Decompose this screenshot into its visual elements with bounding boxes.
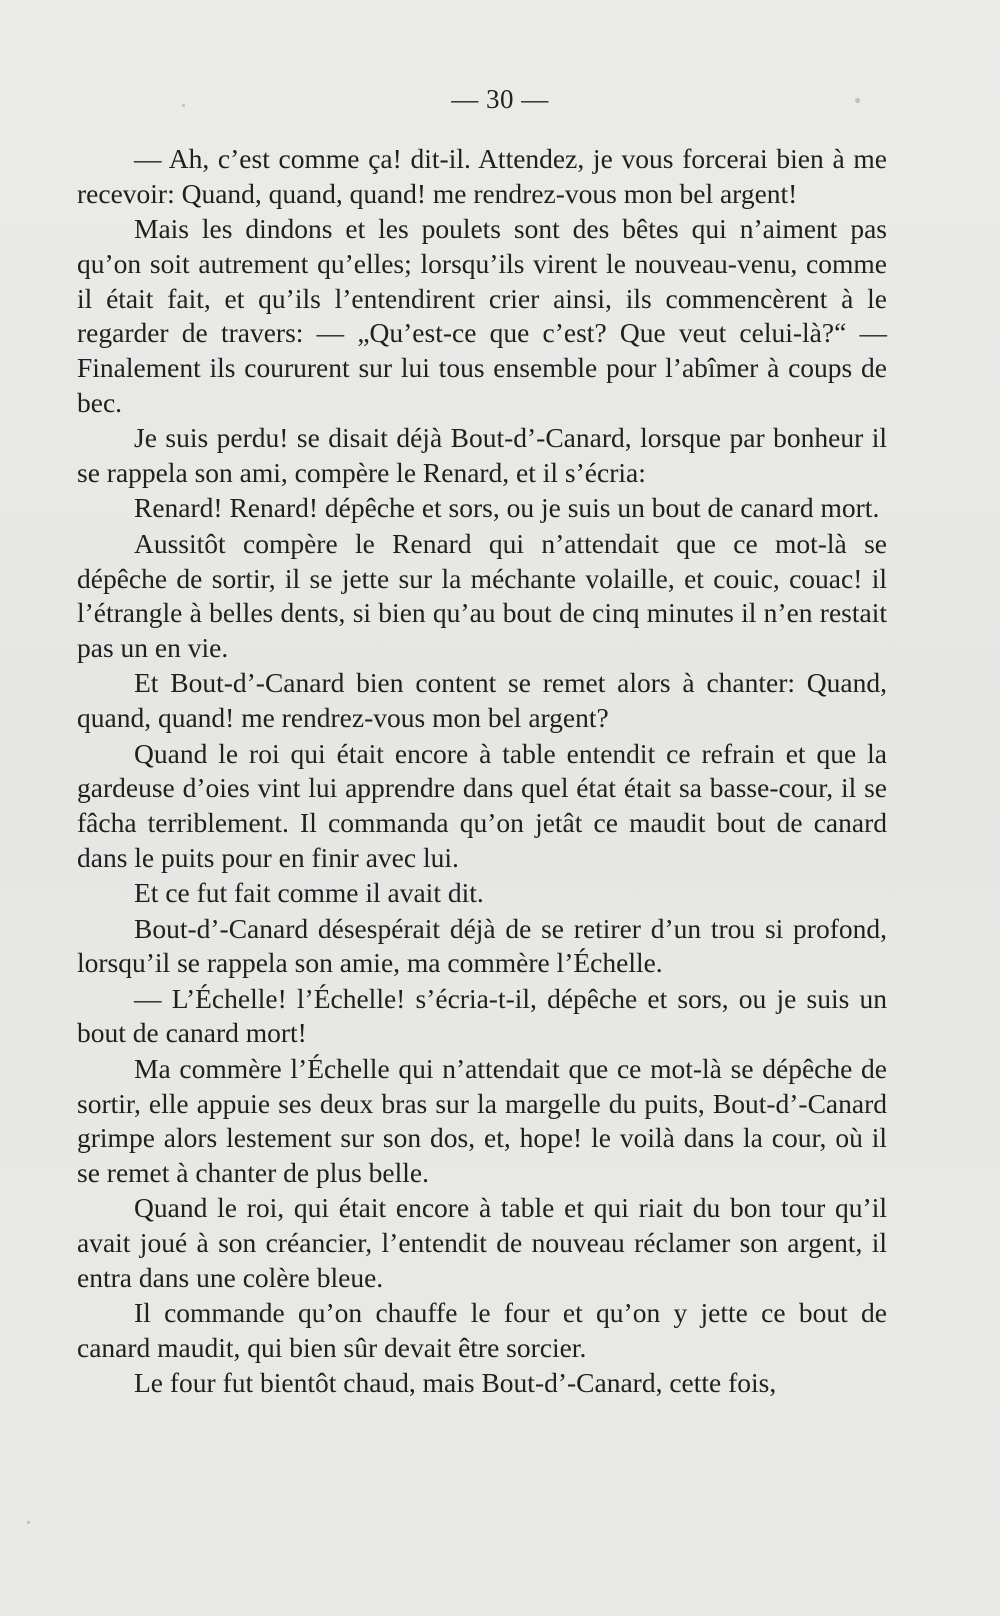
paragraph-4: Renard! Renard! dépêche et sors, ou je suis un bout de canard mort. — [134, 492, 880, 524]
paragraph-11: Ma commère l’Échelle qui n’attendait que ce mot-là se dépêche de sortir, elle appuie ses deux bras sur la margelle du puits, Bout-d’-Canard grimpe alors lestement sur son dos, et, hope! le voilà dans la cour, où il se remet à chanter de plus belle. — [77, 1052, 887, 1189]
paragraph-7: Quand le roi qui était encore à table entendit ce refrain et que la gardeuse d’oies vint lui apprendre dans quel état était sa basse-cour, il se fâcha terriblement. Il commanda qu’on jetât ce maudit bout de canard dans le puits pour en finir avec lui. — [77, 737, 887, 873]
paragraph-8: Et ce fut fait comme il avait dit. — [134, 877, 484, 909]
paragraph-9: Bout-d’-Canard désespérait déjà de se retirer d’un trou si profond, lorsqu’il se rappela son amie, ma commère l’Échelle. — [77, 912, 887, 979]
paragraph-10: — L’Échelle! l’Échelle! s’écria-t-il, dépêche et sors, ou je suis un bout de canard mort! — [77, 982, 887, 1049]
body-text — [77, 142, 887, 1401]
paragraph-1: — Ah, c’est comme ça! dit-il. Attendez, je vous forcerai bien à me recevoir: Quand, quand, quand! me rendrez-vous mon bel argent! — [77, 143, 887, 209]
paragraph-12: Quand le roi, qui était encore à table et qui riait du bon tour qu’il avait joué à son créancier, l’entendit de nouveau réclamer son argent, il entra dans une colère bleue. — [77, 1192, 887, 1293]
paragraph-13: Il commande qu’on chauffe le four et qu’on y jette ce bout de canard maudit, qui bien sûr devait être sorcier. — [77, 1297, 887, 1364]
page-number: — 30 — — [451, 84, 549, 114]
paragraph-6: Et Bout-d’-Canard bien content se remet alors à chanter: Quand, quand, quand! me rendrez-vous mon bel argent? — [77, 667, 887, 734]
paragraph-2: Mais les dindons et les poulets sont des bêtes qui n’aiment pas qu’on soit autrement qu’elles; lorsqu’ils virent le nouveau-venu, comme il était fait, et qu’ils l’entendirent crier ainsi, ils commencèrent à le regarder de travers: — „Qu’est-ce que c’est? Que veut celui-là?“ — Finalement ils coururent sur lui tous ensemble pour l’abîmer à coups de bec. — [77, 213, 887, 419]
paragraph-5: Aussitôt compère le Renard qui n’attendait que ce mot-là se dépêche de sortir, il se jette sur la méchante volaille, et couic, couac! il l’étrangle à belles dents, si bien qu’au bout de cinq minutes il n’en restait pas un en vie. — [77, 527, 887, 664]
paragraph-3: Je suis perdu! se disait déjà Bout-d’-Canard, lorsque par bonheur il se rappela son ami, compère le Renard, et il s’écria: — [77, 422, 887, 489]
scan-speck-bottom-left — [27, 1521, 30, 1524]
paragraph-14: Le four fut bientôt chaud, mais Bout-d’-Canard, cette fois, — [134, 1367, 777, 1399]
